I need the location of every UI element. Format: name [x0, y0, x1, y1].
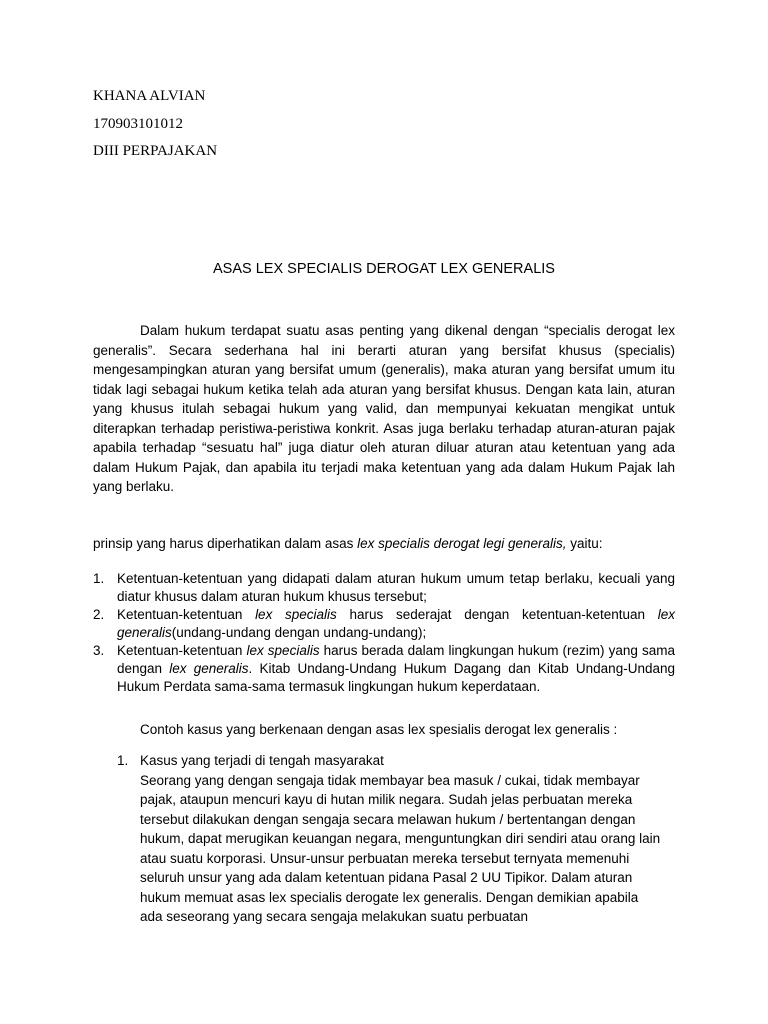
document-title: ASAS LEX SPECIALIS DEROGAT LEX GENERALIS [213, 261, 555, 277]
principles-intro-suffix: yaitu: [566, 536, 603, 551]
list-item-number: 1. [117, 753, 129, 768]
list-item-text: . Kitab Undang-Undang Hukum Dagang dan Kitab Undang-Undang Hukum Perdata sama-sama termasuk lingkungan hukum keperdataan. [117, 661, 675, 694]
list-item [93, 570, 675, 606]
list-item [93, 642, 675, 696]
list-item-text: Ketentuan-ketentuan [117, 643, 247, 658]
study-program: DIII PERPAJAKAN [93, 143, 218, 159]
list-item-text: Ketentuan-ketentuan yang didapati dalam aturan hukum umum tetap berlaku, kecuali yang diatur khusus dalam aturan hukum khusus tersebut; [117, 571, 675, 604]
intro-paragraph: Dalam hukum terdapat suatu asas penting yang dikenal dengan “specialis derogat lex generalis”. Secara sederhana hal ini berarti aturan yang bersifat khusus (specialis) mengesampingkan aturan yang bersifat umum (generalis), maka aturan yang bersifat umum itu tidak lagi sebagai hukum ketika telah ada aturan yang bersifat khusus. Dengan kata lain, aturan yang khusus itulah sebagai hukum yang valid, dan mempunyai kekuatan mengikat untuk diterapkan terhadap peristiwa-peristiwa konkrit. Asas juga berlaku terhadap aturan-aturan pajak apabila terhadap “sesuatu hal” juga diatur oleh aturan diluar aturan atau ketentuan yang ada dalam Hukum Pajak, dan apabila itu terjadi maka ketentuan yang ada dalam Hukum Pajak lah yang berlaku. [93, 323, 675, 494]
principles-list [93, 570, 675, 696]
list-item-number: 2. [93, 607, 105, 622]
principles-intro-italic: lex specialis derogat legi generalis, [357, 536, 567, 551]
list-item-italic: lex specialis [255, 607, 337, 622]
principles-intro-text: prinsip yang harus diperhatikan dalam asas [93, 536, 358, 551]
list-item-italic: lex generalis [117, 607, 676, 640]
list-item [93, 606, 675, 642]
principles-intro [93, 534, 675, 554]
author-name: KHANA ALVIAN [93, 88, 206, 104]
list-item-number: 1. [93, 571, 105, 586]
list-item-number: 3. [93, 643, 105, 658]
student-id: 170903101012 [93, 116, 183, 132]
list-item [117, 751, 662, 927]
list-item-italic: lex generalis [169, 661, 249, 676]
list-item-italic: lex specialis [246, 643, 320, 658]
list-item-text: harus sederajat dengan ketentuan-ketentuan [336, 607, 658, 622]
case-body: Seorang yang dengan sengaja tidak membayar bea masuk / cukai, tidak membayar pajak, ataupun mencuri kayu di hutan milik negara. Sudah jelas perbuatan mereka tersebut dilakukan dengan sengaja secara melawan hukum / bertentangan dengan hukum, dapat merugikan keuangan negara, menguntungkan diri sendiri atau orang lain atau suatu korporasi. Unsur-unsur perbuatan mereka tersebut ternyata memenuhi seluruh unsur yang ada dalam ketentuan pidana Pasal 2 UU Tipikor. Dalam aturan hukum memuat asas lex specialis derogate lex generalis. Dengan demikian apabila ada seseorang yang secara sengaja melakukan suatu perbuatan [140, 772, 661, 924]
examples-heading: Contoh kasus yang berkenaan dengan asas lex spesialis derogat lex generalis : [140, 722, 618, 737]
list-item-text: Ketentuan-ketentuan [117, 607, 256, 622]
case-title: Kasus yang terjadi di tengah masyarakat [140, 753, 384, 768]
list-item-text: harus berada dalam lingkungan hukum (rezim) yang sama dengan [117, 643, 675, 676]
cases-list [117, 751, 662, 927]
list-item-text: (undang-undang dengan undang-undang); [171, 625, 427, 640]
